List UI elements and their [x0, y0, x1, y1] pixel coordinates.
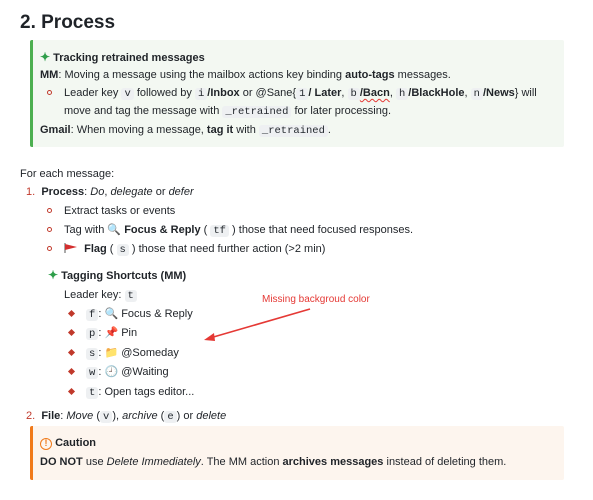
move-key: v — [100, 411, 112, 423]
gmail-bold: tag it — [206, 124, 234, 136]
sparkle-icon: ✦ — [40, 50, 51, 64]
diamond-bullet-icon — [68, 349, 75, 356]
step1-bullet-1: Extract tasks or events — [64, 205, 176, 217]
leader-key-line — [64, 287, 137, 304]
flag-label: Flag — [84, 243, 107, 255]
red-flag-icon — [64, 243, 78, 253]
shortcut-label: Pin — [121, 327, 138, 339]
key-i: i — [195, 88, 207, 100]
step2-sep: : — [60, 410, 67, 422]
defer-text: defer — [168, 186, 194, 198]
clock-icon: 🕘 — [104, 366, 119, 378]
for-each-text: For each message: — [20, 168, 115, 180]
archive-text: archive — [122, 410, 158, 422]
step1-line — [26, 184, 194, 200]
diamond-bullet-icon — [68, 310, 75, 317]
shortcut-label: Open tags editor... — [104, 386, 195, 398]
delete-text: delete — [196, 410, 227, 422]
shortcut-key: t — [86, 387, 98, 399]
circle-bullet-icon — [47, 90, 52, 95]
shortcut-item: s : 📁 @Someday — [86, 345, 179, 362]
shortcut-item: f : 🔍 Focus & Reply — [86, 306, 193, 323]
do-text: Do — [90, 186, 105, 198]
gmail-label: Gmail — [40, 124, 71, 136]
circle-bullet-icon — [47, 227, 52, 232]
circle-bullet-icon — [47, 246, 52, 251]
diamond-bullet-icon — [68, 368, 75, 375]
shortcut-key: f — [86, 309, 98, 321]
step2-or: or — [180, 410, 197, 422]
key-v: v — [121, 88, 133, 100]
caution-text-line — [40, 454, 506, 470]
annotation-text: Missing backgroud color — [262, 294, 370, 305]
retrained-code: _retrained — [222, 106, 291, 118]
leader-text: Leader key: — [64, 289, 125, 301]
bacn-label: /Bacn — [359, 87, 390, 99]
gmail-text: . — [327, 124, 331, 136]
sub-text: or @Sane{ — [239, 87, 297, 99]
focus-reply-label: Focus & Reply — [124, 224, 201, 236]
shortcut-label: @Someday — [121, 347, 179, 359]
key-n: n — [471, 88, 483, 100]
move-text: Move — [66, 410, 94, 422]
tip-sub-line-1: Leader key v followed by i /Inbox or @Sane{ 1 / Later, b /Bacn, h /BlackHole, n /News} will — [64, 87, 537, 100]
gmail-text: with — [233, 124, 259, 136]
step1-comma: , — [104, 186, 111, 198]
archive-key: e — [164, 411, 176, 423]
mm-text-end: messages. — [394, 69, 451, 81]
diamond-bullet-icon — [68, 388, 75, 395]
key-b: b — [348, 88, 360, 100]
mm-bold: auto-tags — [345, 69, 395, 81]
sub-text: Leader key — [64, 87, 122, 99]
b2-mid: ( — [200, 224, 211, 236]
diamond-bullet-icon — [68, 329, 75, 336]
mm-label: MM — [40, 69, 59, 81]
caution-title-row — [40, 435, 96, 451]
tip-mm-line — [40, 67, 451, 83]
blackhole-label: /BlackHole — [408, 87, 465, 99]
shortcut-item: t : Open tags editor... — [86, 384, 194, 401]
s-code: s — [117, 244, 129, 256]
warning-icon: ! — [40, 438, 52, 450]
do-not-label: DO NOT — [40, 456, 83, 468]
tip-gmail-line — [40, 122, 331, 139]
step2-line: 2. File: Move ( v ), archive ( e ) or delete — [26, 410, 227, 423]
tip-callout-title: Tracking retrained messages — [53, 52, 205, 64]
tip-callout-title-row — [40, 49, 205, 66]
b2-post: ) those that need focused responses. — [228, 224, 414, 236]
shortcut-key: w — [86, 367, 98, 379]
sub-text: move and tag the message with — [64, 105, 223, 117]
step1-number: 1. — [26, 186, 36, 198]
shortcut-label: @Waiting — [121, 366, 169, 378]
key-h: h — [396, 88, 408, 100]
sub-text: } will — [514, 87, 537, 99]
step1-bullet-3 — [64, 241, 325, 258]
sub-text: for later processing. — [291, 105, 392, 117]
news-label: /News — [482, 87, 515, 99]
gmail-retrained-code: _retrained — [259, 125, 328, 137]
sparkle-icon: ✦ — [48, 268, 59, 282]
sub-text: followed by — [133, 87, 195, 99]
inbox-label: /Inbox — [207, 87, 240, 99]
step2-number: 2. — [26, 410, 36, 422]
gmail-text: : When moving a message, — [70, 124, 207, 136]
magnifier-icon: 🔍 — [104, 308, 119, 320]
shortcut-label: Focus & Reply — [121, 308, 193, 320]
folder-icon: 📁 — [104, 347, 119, 359]
step1-or: or — [152, 186, 169, 198]
page-heading: 2. Process — [20, 12, 116, 33]
archives-messages-label: archives messages — [282, 456, 384, 468]
shortcut-item: w : 🕘 @Waiting — [86, 364, 169, 381]
step1-label: Process — [41, 186, 85, 198]
caution-title: Caution — [55, 437, 97, 449]
pushpin-icon: 📌 — [104, 327, 119, 339]
caution-text: . The MM action — [200, 456, 283, 468]
later-label: / Later — [308, 87, 342, 99]
tip-sub-line-2 — [64, 103, 391, 120]
delete-immediately-text: Delete Immediately — [106, 456, 201, 468]
shortcut-key: p — [86, 328, 98, 340]
shortcuts-title: Tagging Shortcuts (MM) — [61, 270, 187, 282]
tf-code: tf — [210, 225, 229, 237]
key-1: 1 — [296, 88, 308, 100]
step1-bullet-2 — [64, 222, 413, 239]
caution-text: use — [82, 456, 107, 468]
step2-label: File — [41, 410, 61, 422]
leader-code: t — [125, 290, 137, 302]
circle-bullet-icon — [47, 208, 52, 213]
step1-sep: : — [84, 186, 91, 198]
b3-mid: ( — [106, 243, 117, 255]
shortcut-item: p : 📌 Pin — [86, 325, 137, 342]
shortcut-key: s — [86, 348, 98, 360]
caution-callout — [30, 426, 564, 480]
magnifier-icon: 🔍 — [107, 224, 122, 236]
b3-post: ) those that need further action (>2 min) — [128, 243, 326, 255]
annotation-arrow-icon — [200, 305, 320, 345]
caution-text: instead of deleting them. — [383, 456, 507, 468]
shortcuts-title-row — [48, 267, 186, 284]
step2-comma: , — [116, 410, 123, 422]
mm-text: : Moving a message using the mailbox actions key binding — [58, 69, 346, 81]
b2-pre: Tag with — [64, 224, 108, 236]
delegate-text: delegate — [110, 186, 153, 198]
